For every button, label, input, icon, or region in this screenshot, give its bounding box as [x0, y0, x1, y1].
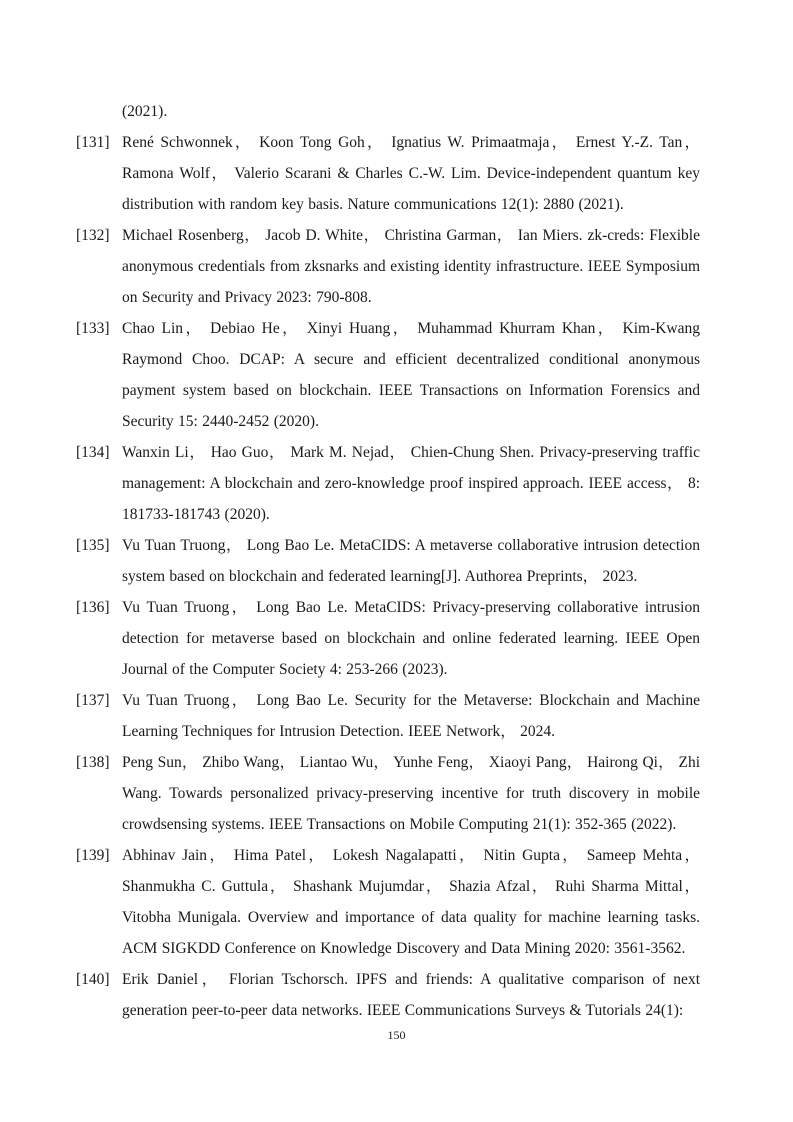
reference-number: [132] [76, 227, 110, 244]
reference-text: Vu Tuan Truong， Long Bao Le. MetaCIDS: Privacy-preserving collaborative intrusion detection for metaverse based on blockchain and online federated learning. IEEE Open Journal of the Computer Society 4: 253-266 (2023). [122, 599, 700, 678]
reference-item [76, 530, 700, 592]
reference-text: Peng Sun， Zhibo Wang， Liantao Wu， Yunhe Feng， Xiaoyi Pang， Hairong Qi， Zhi Wang. Towards personalized privacy-preserving incentive for truth discovery in mobile crowdsensing systems. IEEE Transactions on Mobile Computing 21(1): 352-365 (2022). [122, 754, 700, 833]
reference-text: Vu Tuan Truong， Long Bao Le. MetaCIDS: A metaverse collaborative intrusion detection system based on blockchain and federated learning[J]. Authorea Preprints， 2023. [122, 537, 700, 585]
reference-number: [136] [76, 599, 110, 616]
reference-item [76, 127, 700, 220]
reference-text: Chao Lin， Debiao He， Xinyi Huang， Muhammad Khurram Khan， Kim-Kwang Raymond Choo. DCAP: A secure and efficient decentralized conditional anonymous payment system based on blockchain. IEEE Transactions on Information Forensics and Security 15: 2440-2452 (2020). [122, 320, 700, 430]
reference-list [76, 127, 700, 1026]
reference-text: Wanxin Li， Hao Guo， Mark M. Nejad， Chien-Chung Shen. Privacy-preserving traffic management: A blockchain and zero-knowledge proof inspired approach. IEEE access， 8: 181733-181743 (2020). [122, 444, 700, 523]
reference-number: [137] [76, 692, 110, 709]
reference-text: Abhinav Jain， Hima Patel， Lokesh Nagalapatti， Nitin Gupta， Sameep Mehta， Shanmukha C. Guttula， Shashank Mujumdar， Shazia Afzal， Ruhi Sharma Mittal， Vitobha Munigala. Overview and importance of data quality for machine learning tasks. ACM SIGKDD Conference on Knowledge Discovery and Data Mining 2020: 3561-3562. [122, 847, 700, 957]
reference-item [76, 313, 700, 437]
reference-text: Erik Daniel， Florian Tschorsch. IPFS and friends: A qualitative comparison of next generation peer-to-peer data networks. IEEE Communications Surveys & Tutorials 24(1): [122, 971, 700, 1019]
reference-number: [140] [76, 971, 110, 988]
reference-item [76, 437, 700, 530]
reference-item [76, 747, 700, 840]
reference-number: [139] [76, 847, 110, 864]
reference-item [76, 840, 700, 964]
reference-number: [134] [76, 444, 110, 461]
reference-number: [138] [76, 754, 110, 771]
reference-text: Vu Tuan Truong， Long Bao Le. Security for the Metaverse: Blockchain and Machine Learning Techniques for Intrusion Detection. IEEE Network， 2024. [122, 692, 700, 740]
reference-number: [133] [76, 320, 110, 337]
reference-item [76, 685, 700, 747]
reference-number: [135] [76, 537, 110, 554]
reference-item [76, 220, 700, 313]
page-number: 150 [387, 1028, 406, 1042]
previous-reference-continuation: (2021). [122, 103, 168, 120]
reference-number: [131] [76, 134, 110, 151]
reference-item [76, 964, 700, 1026]
reference-item [76, 592, 700, 685]
reference-text: René Schwonnek， Koon Tong Goh， Ignatius W. Primaatmaja， Ernest Y.-Z. Tan， Ramona Wolf， Valerio Scarani & Charles C.-W. Lim. Device-independent quantum key distribution with random key basis. Nature communications 12(1): 2880 (2021). [122, 134, 700, 213]
reference-text: Michael Rosenberg， Jacob D. White， Christina Garman， Ian Miers. zk-creds: Flexible anonymous credentials from zksnarks and existing identity infrastructure. IEEE Symposium on Security and Privacy 2023: 790-808. [122, 227, 700, 306]
